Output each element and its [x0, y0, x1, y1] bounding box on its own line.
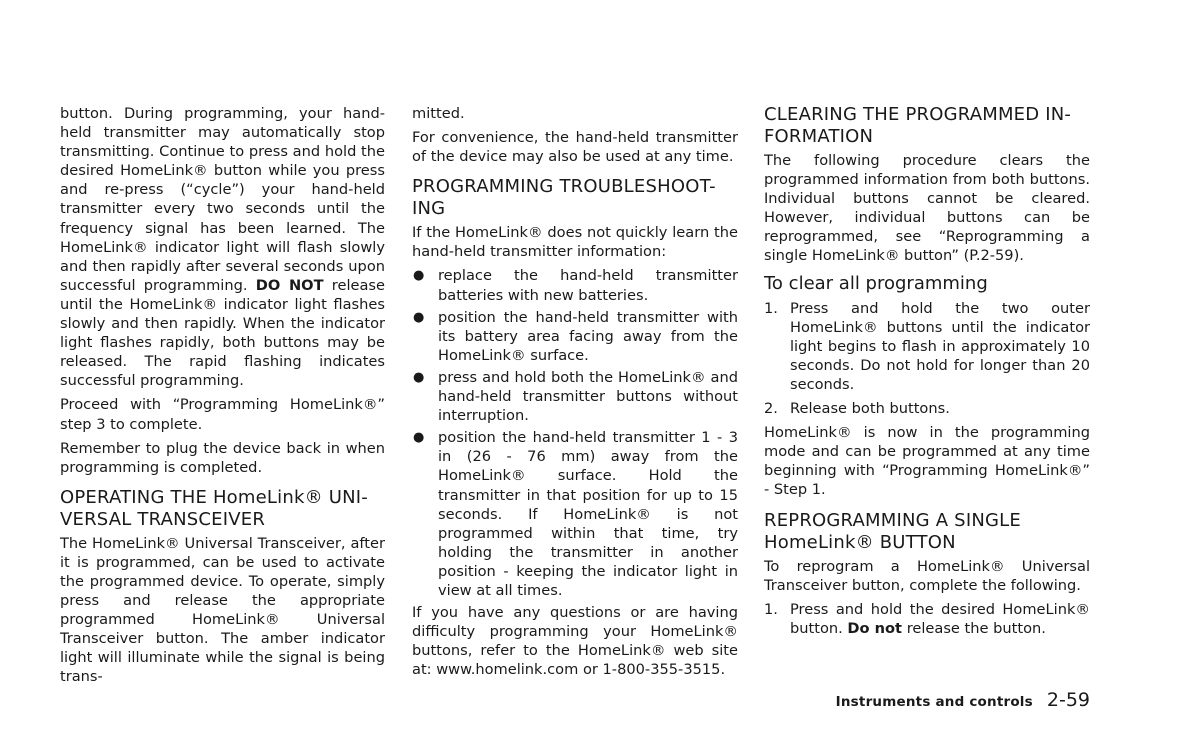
reprogram-steps-list	[764, 600, 1090, 638]
step-text-tail: release the button.	[906, 619, 1046, 637]
list-item-text: position the hand-held transmitter 1 - 3 in (26 - 76 mm) away from the HomeLink® surface. Hold the transmitter in that position for up to 15 seconds. If HomeLink® is not programmed within that time, try holding the transmitter in another position - keeping the indicator light in view at all times.	[438, 429, 738, 599]
list-item-text: press and hold both the HomeLink® and hand-held transmitter buttons without interruption.	[438, 368, 738, 425]
page-number: 2-59	[1046, 689, 1090, 711]
list-item-text: position the hand-held transmitter with its battery area facing away from the HomeLink® surface.	[438, 308, 738, 364]
paragraph-programming-continued	[60, 104, 385, 390]
bullet-icon: ●	[413, 309, 425, 325]
list-item	[412, 428, 738, 600]
paragraph-text-tail: release until the HomeLink® indicator light flashes slowly and then rapidly. When the indicator light flashes rapidly, both buttons may be released. The rapid flashing indicates successful programming.	[60, 276, 385, 390]
step-text: Press and hold the two outer HomeLink® buttons until the indicator light begins to flash in approximately 10 seconds. Do not hold for longer than 20 seconds.	[790, 299, 1090, 393]
step-number: 1.	[764, 600, 778, 618]
list-item	[412, 266, 738, 304]
clear-steps-list	[764, 299, 1090, 419]
paragraph-proceed: Proceed with “Programming HomeLink®” step 3 to complete.	[60, 396, 385, 433]
paragraph-operating: The HomeLink® Universal Transceiver, after it is programmed, can be used to activate the programmed device. To operate, simply press and release the appropriate programmed HomeLink® Universal Transceiver button. The amber indicator light will illuminate while the signal is being trans-	[60, 534, 385, 686]
step-text: Release both buttons.	[790, 400, 950, 418]
column-left	[60, 104, 385, 692]
paragraph-remember: Remember to plug the device back in when programming is completed.	[60, 439, 385, 476]
paragraph-clearing: The following procedure clears the programmed information from both buttons. Individual buttons cannot be cleared. However, individual buttons can be reprogrammed, see “Reprogramming a single HomeLink® button” (P.2-59).	[764, 152, 1090, 265]
paragraph-convenience: For convenience, the hand-held transmitter of the device may also be used at any time.	[412, 129, 738, 166]
paragraph-reprogram-intro: To reprogram a HomeLink® Universal Transceiver button, complete the following.	[764, 557, 1090, 594]
footer-section-title: Instruments and controls	[835, 694, 1033, 710]
list-item	[764, 600, 1090, 638]
bullet-icon: ●	[413, 430, 425, 446]
paragraph-questions: If you have any questions or are having difficulty programming your HomeLink® buttons, refer to the HomeLink® web site at: www.homelink.com or 1-800-355-3515.	[412, 604, 738, 679]
troubleshooting-list	[412, 266, 738, 600]
heading-operating-homelink: OPERATING THE HomeLink® UNI-VERSAL TRANSCEIVER	[60, 486, 368, 530]
page-footer	[836, 689, 1090, 711]
bullet-icon: ●	[413, 369, 425, 385]
list-item	[412, 308, 738, 365]
heading-clearing-information: CLEARING THE PROGRAMMED IN-FORMATION	[764, 104, 1072, 147]
list-item	[412, 368, 738, 425]
heading-clear-all-programming: To clear all programming	[764, 272, 988, 294]
heading-reprogramming-single: REPROGRAMMING A SINGLE HomeLink® BUTTON	[764, 509, 1021, 553]
paragraph-text: button. During programming, your hand-held transmitter may automatically stop transmitting. Continue to press and hold the desired HomeLink® button while you press and re-press (“cycle”) your hand-held transmitter every two seconds until the frequency signal has been learned. The HomeLink® indicator light will flash slowly and then rapidly after several seconds upon successful programming.	[60, 105, 385, 294]
column-middle	[412, 104, 738, 684]
list-item	[764, 399, 1090, 418]
step-number: 2.	[764, 400, 778, 418]
step-number: 1.	[764, 299, 778, 317]
list-item-text: replace the hand-held transmitter batteries with new batteries.	[438, 267, 738, 304]
heading-programming-troubleshooting: PROGRAMMING TROUBLESHOOT-ING	[412, 176, 716, 220]
column-right	[764, 104, 1090, 643]
bullet-icon: ●	[413, 268, 425, 284]
warning-bold-text: DO NOT	[255, 276, 324, 294]
list-item	[764, 299, 1090, 394]
warning-bold-text: Do not	[847, 619, 903, 637]
paragraph-programming-mode: HomeLink® is now in the programming mode and can be programmed at any time beginning with “Programming HomeLink®” - Step 1.	[764, 424, 1090, 499]
paragraph-troubleshooting-intro: If the HomeLink® does not quickly learn the hand-held transmitter information:	[412, 224, 738, 261]
paragraph-mitted: mitted.	[412, 105, 465, 122]
step-text: Press and hold the desired HomeLink® button.	[790, 600, 1090, 637]
